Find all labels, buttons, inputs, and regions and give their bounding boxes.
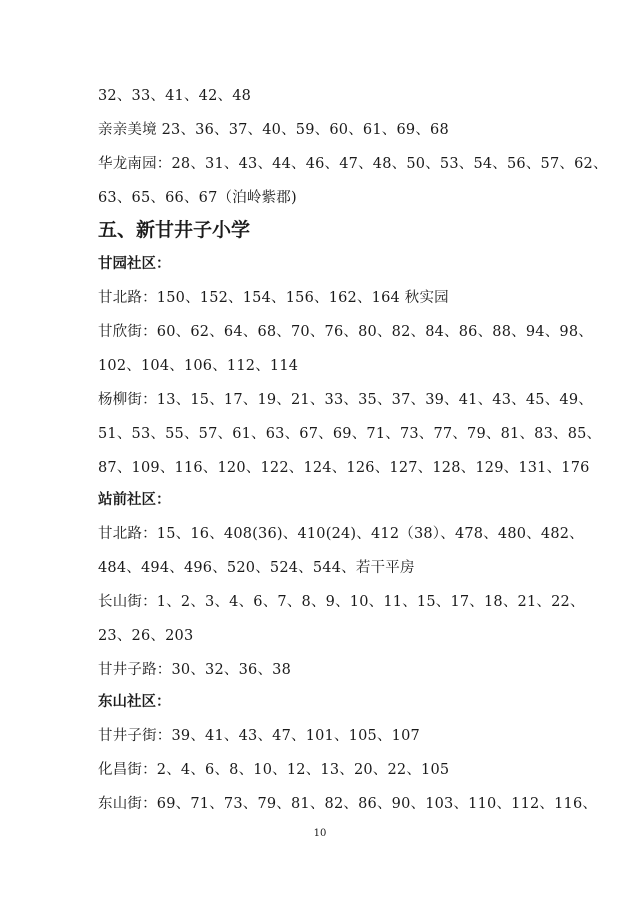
address-line: 甘井子街：39、41、43、47、101、105、107 [98, 728, 420, 744]
address-line: 87、109、116、120、122、124、126、127、128、129、131、176 [98, 460, 590, 476]
address-line: 甘北路：15、16、408(36)、410(24)、412（38）、478、480、482、 [98, 526, 584, 542]
address-line: 化昌街：2、4、6、8、10、12、13、20、22、105 [98, 762, 450, 778]
address-line: 51、53、55、57、61、63、67、69、71、73、77、79、81、83、85、 [98, 426, 602, 442]
address-line: 甘北路：150、152、154、156、162、164 秋实园 [98, 290, 449, 306]
address-line: 华龙南园：28、31、43、44、46、47、48、50、53、54、56、57、62、 [98, 156, 608, 172]
community-heading-dongshan: 东山社区： [98, 694, 171, 710]
address-line: 63、65、66、67（泊岭紫郡) [98, 190, 297, 206]
address-line: 484、494、496、520、524、544、若干平房 [98, 560, 415, 576]
address-line: 23、26、203 [98, 628, 194, 644]
address-line: 甘欣街：60、62、64、68、70、76、80、82、84、86、88、94、98、 [98, 324, 593, 340]
community-heading-zhanqian: 站前社区： [98, 492, 171, 508]
address-line: 甘井子路：30、32、36、38 [98, 662, 292, 678]
address-line: 102、104、106、112、114 [98, 358, 299, 374]
address-line: 杨柳街：13、15、17、19、21、33、35、37、39、41、43、45、49、 [98, 392, 593, 408]
page-number: 10 [313, 828, 327, 839]
community-heading-ganyuan: 甘园社区： [98, 256, 171, 272]
section-title: 五、新甘井子小学 [98, 219, 251, 241]
address-line: 亲亲美境 23、36、37、40、59、60、61、69、68 [98, 122, 449, 138]
address-line: 东山街：69、71、73、79、81、82、86、90、103、110、112、116、 [98, 796, 598, 812]
address-line: 长山街：1、2、3、4、6、7、8、9、10、11、15、17、18、21、22、 [98, 594, 585, 610]
address-line: 32、33、41、42、48 [98, 88, 252, 104]
